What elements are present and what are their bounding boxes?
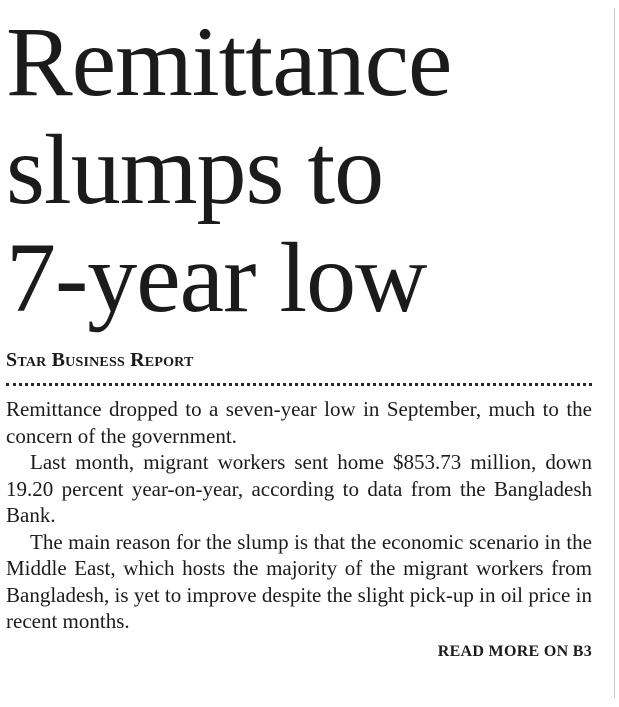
read-more-link[interactable]: READ MORE ON B3 xyxy=(437,642,592,660)
headline-line: Remittance xyxy=(6,6,452,117)
body-paragraph: Last month, migrant workers sent home $853.73 million, down 19.20 percent year-on-year, according to data from the Bangladesh Bank. xyxy=(6,450,592,527)
body-paragraph: The main reason for the slump is that the economic scenario in the Middle East, which hosts the majority of the migrant workers from Bangladesh, is yet to improve despite the slight pick-up in oil price in recent months. xyxy=(6,529,592,633)
headline-line: 7-year low xyxy=(6,222,427,333)
body-paragraph: Remittance dropped to a seven-year low in September, much to the concern of the government. xyxy=(6,397,592,448)
dotted-divider xyxy=(6,383,592,386)
byline: Star Business Report xyxy=(6,349,194,371)
headline xyxy=(6,8,596,332)
news-article xyxy=(6,8,596,698)
column-divider xyxy=(614,8,615,698)
headline-line: slumps to xyxy=(6,114,384,225)
article-body xyxy=(6,396,592,635)
